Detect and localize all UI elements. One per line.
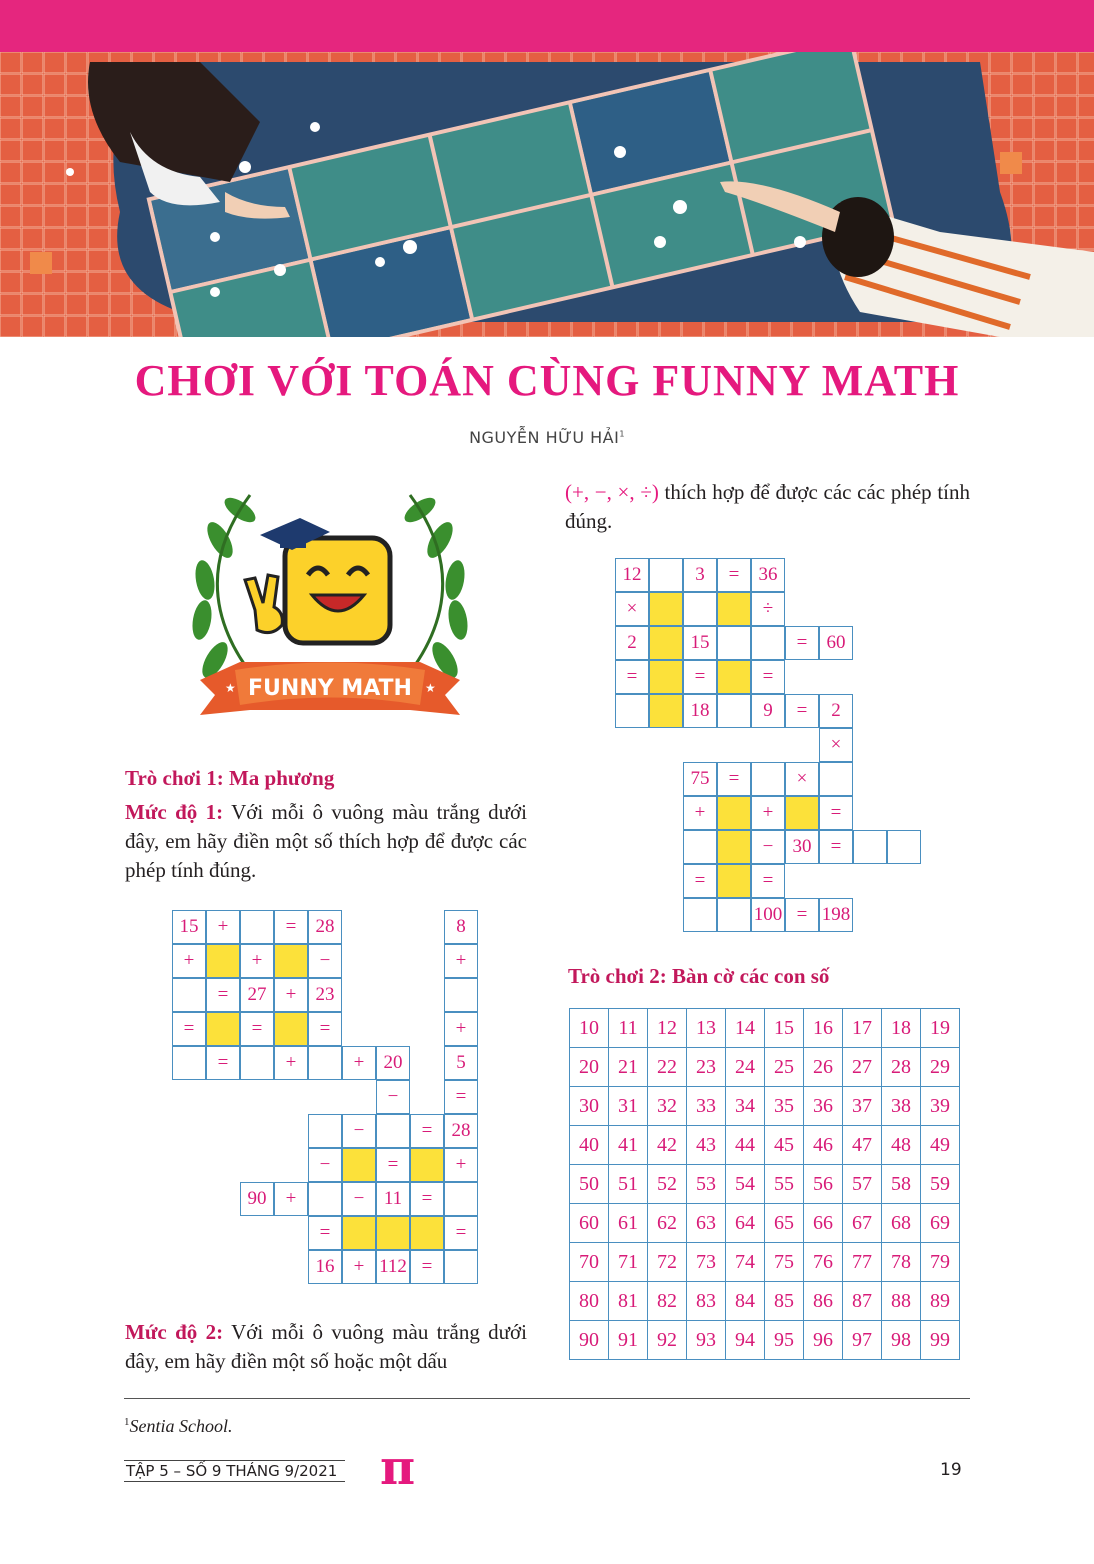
puzzle-cell: = — [172, 1012, 206, 1046]
board-cell[interactable]: 97 — [843, 1321, 882, 1360]
author-name: NGUYỄN HỮU HẢI — [469, 428, 620, 447]
page-number: 19 — [940, 1460, 962, 1480]
board-cell[interactable]: 78 — [882, 1243, 921, 1282]
board-cell[interactable]: 75 — [765, 1243, 804, 1282]
puzzle-cell: 3 — [683, 558, 717, 592]
board-cell[interactable]: 62 — [648, 1204, 687, 1243]
level2-continuation-text: thích hợp để được các các phép tính đúng. — [565, 480, 970, 533]
puzzle-cell: 5 — [444, 1046, 478, 1080]
board-cell[interactable]: 19 — [921, 1009, 960, 1048]
shaded-cell — [717, 830, 751, 864]
board-cell[interactable]: 44 — [726, 1126, 765, 1165]
puzzle-cell: + — [683, 796, 717, 830]
puzzle-cell: 9 — [751, 694, 785, 728]
puzzle-cell: 12 — [615, 558, 649, 592]
board-cell[interactable]: 57 — [843, 1165, 882, 1204]
board-cell[interactable]: 51 — [609, 1165, 648, 1204]
board-cell[interactable]: 36 — [804, 1087, 843, 1126]
board-cell[interactable]: 54 — [726, 1165, 765, 1204]
puzzle-cell: 198 — [819, 898, 853, 932]
board-cell[interactable]: 23 — [687, 1048, 726, 1087]
board-cell[interactable]: 69 — [921, 1204, 960, 1243]
board-cell[interactable]: 94 — [726, 1321, 765, 1360]
board-cell[interactable]: 11 — [609, 1009, 648, 1048]
puzzle-cell: 60 — [819, 626, 853, 660]
blank-answer-cell[interactable] — [308, 1182, 342, 1216]
puzzle-cell: 36 — [751, 558, 785, 592]
puzzle-cell: − — [376, 1080, 410, 1114]
puzzle-cell: + — [206, 910, 240, 944]
puzzle-cell: + — [172, 944, 206, 978]
puzzle-cell: − — [342, 1114, 376, 1148]
puzzle-cell: + — [444, 1012, 478, 1046]
puzzle-cell: = — [206, 978, 240, 1012]
puzzle-cell: = — [410, 1182, 444, 1216]
board-row — [570, 1282, 960, 1321]
puzzle-cell: × — [819, 728, 853, 762]
puzzle-cell: 75 — [683, 762, 717, 796]
pi-logo-icon: π — [380, 1440, 416, 1496]
board-cell[interactable]: 17 — [843, 1009, 882, 1048]
puzzle-cell: 23 — [308, 978, 342, 1012]
puzzle-cell: = — [819, 830, 853, 864]
shaded-cell — [717, 660, 751, 694]
number-board — [569, 1008, 960, 1360]
board-cell[interactable]: 68 — [882, 1204, 921, 1243]
puzzle-cell: = — [240, 1012, 274, 1046]
puzzle-cell: = — [717, 762, 751, 796]
shaded-cell — [206, 1012, 240, 1046]
board-cell[interactable]: 77 — [843, 1243, 882, 1282]
puzzle-cell: ÷ — [751, 592, 785, 626]
puzzle-cell: − — [308, 1148, 342, 1182]
board-cell[interactable]: 21 — [609, 1048, 648, 1087]
board-row — [570, 1165, 960, 1204]
shaded-cell — [717, 864, 751, 898]
svg-text:★: ★ — [225, 681, 236, 695]
board-cell[interactable]: 27 — [843, 1048, 882, 1087]
puzzle-cell: 28 — [444, 1114, 478, 1148]
puzzle-cell: = — [274, 910, 308, 944]
blank-answer-cell[interactable] — [683, 830, 717, 864]
puzzle-cell: × — [615, 592, 649, 626]
footnote — [124, 1416, 232, 1437]
puzzle-cell: + — [274, 978, 308, 1012]
board-cell[interactable]: 37 — [843, 1087, 882, 1126]
board-cell[interactable]: 80 — [570, 1282, 609, 1321]
puzzle-cell: = — [683, 660, 717, 694]
board-cell[interactable]: 20 — [570, 1048, 609, 1087]
puzzle-cell: − — [308, 944, 342, 978]
board-cell[interactable]: 43 — [687, 1126, 726, 1165]
shaded-cell — [649, 592, 683, 626]
footnote-text: Sentia School. — [129, 1416, 233, 1436]
puzzle-cell: 18 — [683, 694, 717, 728]
blank-answer-cell[interactable] — [172, 1046, 206, 1080]
board-cell[interactable]: 13 — [687, 1009, 726, 1048]
blank-answer-cell[interactable] — [444, 1250, 478, 1284]
operator-list: (+, −, ×, ÷) — [565, 480, 659, 504]
blank-answer-cell[interactable] — [751, 762, 785, 796]
puzzle-cell: 2 — [819, 694, 853, 728]
board-cell[interactable]: 31 — [609, 1087, 648, 1126]
board-cell[interactable]: 15 — [765, 1009, 804, 1048]
puzzle-cell: + — [751, 796, 785, 830]
board-cell[interactable]: 52 — [648, 1165, 687, 1204]
puzzle-cell: = — [376, 1148, 410, 1182]
svg-text:★: ★ — [425, 681, 436, 695]
blank-answer-cell[interactable] — [444, 1182, 478, 1216]
board-cell[interactable]: 22 — [648, 1048, 687, 1087]
puzzle-cell: 8 — [444, 910, 478, 944]
puzzle-cell: 2 — [615, 626, 649, 660]
board-cell[interactable]: 10 — [570, 1009, 609, 1048]
board-cell[interactable]: 99 — [921, 1321, 960, 1360]
shaded-cell — [717, 796, 751, 830]
puzzle-cell: = — [308, 1012, 342, 1046]
blank-answer-cell[interactable] — [683, 898, 717, 932]
blank-answer-cell[interactable] — [751, 626, 785, 660]
blank-answer-cell[interactable] — [887, 830, 921, 864]
board-cell[interactable]: 40 — [570, 1126, 609, 1165]
blank-answer-cell[interactable] — [308, 1046, 342, 1080]
board-cell[interactable]: 72 — [648, 1243, 687, 1282]
board-cell[interactable]: 45 — [765, 1126, 804, 1165]
shaded-cell — [376, 1216, 410, 1250]
article-title: CHƠI VỚI TOÁN CÙNG FUNNY MATH — [134, 356, 960, 405]
blank-answer-cell[interactable] — [853, 830, 887, 864]
board-cell[interactable]: 95 — [765, 1321, 804, 1360]
board-cell[interactable]: 16 — [804, 1009, 843, 1048]
shaded-cell — [342, 1216, 376, 1250]
level2-paragraph — [125, 1318, 527, 1376]
puzzle-cell: = — [444, 1216, 478, 1250]
puzzle-cell: 90 — [240, 1182, 274, 1216]
board-cell[interactable]: 59 — [921, 1165, 960, 1204]
puzzle-cell: = — [444, 1080, 478, 1114]
board-cell[interactable]: 53 — [687, 1165, 726, 1204]
puzzle-cell: − — [751, 830, 785, 864]
board-row — [570, 1087, 960, 1126]
puzzle-cell: = — [785, 626, 819, 660]
board-cell[interactable]: 55 — [765, 1165, 804, 1204]
blank-answer-cell[interactable] — [172, 978, 206, 1012]
puzzle-cell: = — [751, 864, 785, 898]
puzzle-cell: + — [274, 1182, 308, 1216]
board-row — [570, 1204, 960, 1243]
board-cell[interactable]: 25 — [765, 1048, 804, 1087]
board-cell[interactable]: 81 — [609, 1282, 648, 1321]
puzzle-cell: + — [342, 1250, 376, 1284]
board-cell[interactable]: 42 — [648, 1126, 687, 1165]
author-footnote-mark: 1 — [619, 429, 625, 439]
puzzle-cell: 28 — [308, 910, 342, 944]
board-cell[interactable]: 89 — [921, 1282, 960, 1321]
footnote-mark: 1 — [124, 1416, 130, 1428]
shaded-cell — [717, 592, 751, 626]
footnote-divider — [124, 1398, 970, 1399]
puzzle-cell: + — [342, 1046, 376, 1080]
blank-answer-cell[interactable] — [615, 694, 649, 728]
board-cell[interactable]: 29 — [921, 1048, 960, 1087]
puzzle-cell: = — [819, 796, 853, 830]
puzzle-cell: = — [785, 898, 819, 932]
board-cell[interactable]: 49 — [921, 1126, 960, 1165]
puzzle-cell: 100 — [751, 898, 785, 932]
blank-answer-cell[interactable] — [308, 1114, 342, 1148]
puzzle-cell: 15 — [172, 910, 206, 944]
board-cell[interactable]: 47 — [843, 1126, 882, 1165]
board-cell[interactable]: 67 — [843, 1204, 882, 1243]
blank-answer-cell[interactable] — [717, 694, 751, 728]
puzzle-cell: 30 — [785, 830, 819, 864]
blank-answer-cell[interactable] — [376, 1114, 410, 1148]
puzzle-cell: = — [615, 660, 649, 694]
board-cell[interactable]: 98 — [882, 1321, 921, 1360]
shaded-cell — [785, 796, 819, 830]
board-cell[interactable]: 38 — [882, 1087, 921, 1126]
puzzle-cell: + — [240, 944, 274, 978]
board-cell[interactable]: 60 — [570, 1204, 609, 1243]
blank-answer-cell[interactable] — [240, 910, 274, 944]
board-cell[interactable]: 58 — [882, 1165, 921, 1204]
board-cell[interactable]: 66 — [804, 1204, 843, 1243]
level2-continuation — [565, 478, 970, 536]
puzzle-cell: = — [410, 1114, 444, 1148]
board-cell[interactable]: 74 — [726, 1243, 765, 1282]
board-cell[interactable]: 71 — [609, 1243, 648, 1282]
level2-label: Mức độ 2: — [125, 1320, 224, 1344]
blank-answer-cell[interactable] — [444, 978, 478, 1012]
shaded-cell — [410, 1148, 444, 1182]
board-cell[interactable]: 85 — [765, 1282, 804, 1321]
board-cell[interactable]: 82 — [648, 1282, 687, 1321]
puzzle-cell: 20 — [376, 1046, 410, 1080]
shaded-cell — [410, 1216, 444, 1250]
blank-answer-cell[interactable] — [717, 626, 751, 660]
shaded-cell — [649, 626, 683, 660]
board-cell[interactable]: 70 — [570, 1243, 609, 1282]
puzzle-cell: × — [785, 762, 819, 796]
board-cell[interactable]: 48 — [882, 1126, 921, 1165]
board-row — [570, 1048, 960, 1087]
puzzle-cell: = — [717, 558, 751, 592]
puzzle-cell: = — [683, 864, 717, 898]
level2-text: Với mỗi ô vuông màu trắng dưới đây, em hãy điền một số hoặc một dấu — [125, 1320, 527, 1373]
board-cell[interactable]: 83 — [687, 1282, 726, 1321]
puzzle-cell: 11 — [376, 1182, 410, 1216]
blank-answer-cell[interactable] — [240, 1046, 274, 1080]
board-cell[interactable]: 64 — [726, 1204, 765, 1243]
board-cell[interactable]: 12 — [648, 1009, 687, 1048]
board-cell[interactable]: 32 — [648, 1087, 687, 1126]
board-cell[interactable]: 46 — [804, 1126, 843, 1165]
hopscotch-illustration — [0, 52, 1094, 337]
board-row — [570, 1126, 960, 1165]
board-cell[interactable]: 30 — [570, 1087, 609, 1126]
board-cell[interactable]: 39 — [921, 1087, 960, 1126]
shaded-cell — [274, 1012, 308, 1046]
puzzle-cell: 16 — [308, 1250, 342, 1284]
puzzle-cell: 15 — [683, 626, 717, 660]
board-cell[interactable]: 35 — [765, 1087, 804, 1126]
blank-answer-cell[interactable] — [717, 898, 751, 932]
funny-math-logo — [180, 470, 480, 755]
board-cell[interactable]: 93 — [687, 1321, 726, 1360]
level1-text: Với mỗi ô vuông màu trắng dưới đây, em hãy điền một số thích hợp để được các phép tính đúng. — [125, 800, 527, 882]
blank-answer-cell[interactable] — [649, 558, 683, 592]
blank-answer-cell[interactable] — [683, 592, 717, 626]
board-cell[interactable]: 34 — [726, 1087, 765, 1126]
puzzle-cell: = — [785, 694, 819, 728]
puzzle-cell: 112 — [376, 1250, 410, 1284]
level1-label: Mức độ 1: — [125, 800, 224, 824]
author-byline — [0, 428, 1094, 447]
shaded-cell — [206, 944, 240, 978]
puzzle-cell: − — [342, 1182, 376, 1216]
issue-label: TẬP 5 – SỐ 9 THÁNG 9/2021 — [124, 1460, 345, 1482]
board-row — [570, 1321, 960, 1360]
puzzle-cell: + — [444, 944, 478, 978]
board-cell[interactable]: 88 — [882, 1282, 921, 1321]
board-cell[interactable]: 79 — [921, 1243, 960, 1282]
board-cell[interactable]: 33 — [687, 1087, 726, 1126]
shaded-cell — [649, 660, 683, 694]
board-cell[interactable]: 14 — [726, 1009, 765, 1048]
board-cell[interactable]: 26 — [804, 1048, 843, 1087]
board-cell[interactable]: 96 — [804, 1321, 843, 1360]
game2-heading: Trò chơi 2: Bàn cờ các con số — [568, 964, 830, 988]
board-cell[interactable]: 63 — [687, 1204, 726, 1243]
board-cell[interactable]: 41 — [609, 1126, 648, 1165]
puzzle-cell: = — [410, 1250, 444, 1284]
shaded-cell — [342, 1148, 376, 1182]
board-cell[interactable]: 92 — [648, 1321, 687, 1360]
board-row — [570, 1009, 960, 1048]
board-cell[interactable]: 87 — [843, 1282, 882, 1321]
puzzle-cell: + — [274, 1046, 308, 1080]
board-cell[interactable]: 56 — [804, 1165, 843, 1204]
board-cell[interactable]: 65 — [765, 1204, 804, 1243]
shaded-cell — [274, 944, 308, 978]
board-cell[interactable]: 91 — [609, 1321, 648, 1360]
logo-text: FUNNY MATH — [248, 676, 412, 701]
puzzle-cell: = — [206, 1046, 240, 1080]
level1-paragraph — [125, 798, 527, 885]
board-row — [570, 1243, 960, 1282]
board-cell[interactable]: 28 — [882, 1048, 921, 1087]
board-cell[interactable]: 61 — [609, 1204, 648, 1243]
puzzle-cell: = — [751, 660, 785, 694]
board-cell[interactable]: 84 — [726, 1282, 765, 1321]
board-cell[interactable]: 24 — [726, 1048, 765, 1087]
board-cell[interactable]: 86 — [804, 1282, 843, 1321]
board-cell[interactable]: 76 — [804, 1243, 843, 1282]
board-cell[interactable]: 50 — [570, 1165, 609, 1204]
board-cell[interactable]: 73 — [687, 1243, 726, 1282]
board-cell[interactable]: 18 — [882, 1009, 921, 1048]
blank-answer-cell[interactable] — [819, 762, 853, 796]
top-color-bar — [0, 0, 1094, 52]
shaded-cell — [649, 694, 683, 728]
game1-heading: Trò chơi 1: Ma phương — [125, 766, 335, 790]
puzzle-cell: + — [444, 1148, 478, 1182]
board-cell[interactable]: 90 — [570, 1321, 609, 1360]
puzzle-cell: = — [308, 1216, 342, 1250]
puzzle-cell: 27 — [240, 978, 274, 1012]
